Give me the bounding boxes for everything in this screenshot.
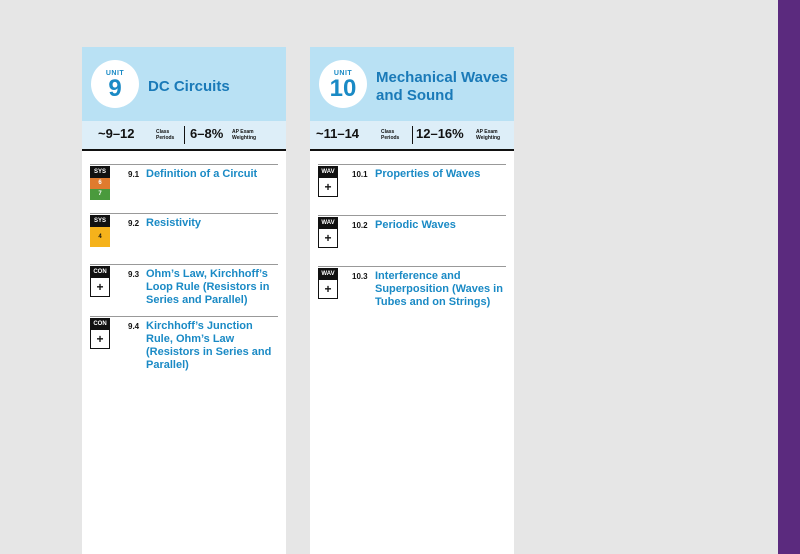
skill-tag bbox=[90, 215, 110, 247]
plus-icon: + bbox=[318, 178, 338, 197]
topic-title[interactable]: Resistivity bbox=[146, 217, 202, 229]
skill-tag bbox=[90, 166, 110, 200]
skill-tag bbox=[318, 268, 338, 299]
plus-icon: + bbox=[90, 278, 110, 297]
unit-10-card bbox=[310, 47, 514, 554]
plus-icon: + bbox=[318, 280, 338, 299]
plus-icon: + bbox=[90, 330, 110, 349]
skill-tag bbox=[318, 217, 338, 248]
stats-divider bbox=[412, 126, 413, 144]
topic-number: 9.2 bbox=[128, 219, 140, 228]
unit-number: 9 bbox=[108, 75, 122, 102]
class-periods-value: ~11–14 bbox=[316, 126, 360, 141]
topic-number: 10.1 bbox=[352, 170, 368, 179]
plus-icon: + bbox=[318, 229, 338, 248]
topic-divider bbox=[90, 213, 278, 214]
unit-badge bbox=[319, 60, 367, 108]
topic-divider bbox=[90, 264, 278, 265]
skill-tag-label: WAV bbox=[318, 166, 338, 178]
topic-number: 9.1 bbox=[128, 170, 140, 179]
unit-stats bbox=[82, 121, 286, 151]
skill-tag-label: SYS bbox=[90, 215, 110, 227]
unit-word: UNIT bbox=[105, 70, 125, 77]
exam-weighting-label: AP Exam Weighting bbox=[476, 129, 501, 141]
topic-number: 9.3 bbox=[128, 270, 140, 279]
skill-tag-cell: 4 bbox=[90, 227, 110, 247]
unit-9-card bbox=[82, 47, 286, 554]
exam-weighting-value: 6–8% bbox=[190, 126, 224, 141]
topic-title[interactable]: Interference and Superposition (Waves in Tubes and on Strings) bbox=[375, 270, 503, 308]
class-periods-value: ~9–12 bbox=[98, 126, 135, 141]
skill-tag bbox=[90, 318, 110, 349]
topic-title[interactable]: Definition of a Circuit bbox=[146, 168, 258, 180]
skill-tag-label: CON bbox=[90, 266, 110, 278]
side-accent-bar bbox=[778, 0, 800, 554]
stats-divider bbox=[184, 126, 185, 144]
skill-tag bbox=[318, 166, 338, 197]
topic-title[interactable]: Ohm’s Law, Kirchhoff’s Loop Rule (Resistors in Series and Parallel) bbox=[146, 268, 270, 306]
skill-tag-cell: 7 bbox=[90, 189, 110, 200]
unit-word: UNIT bbox=[333, 70, 353, 77]
unit-header bbox=[310, 47, 514, 121]
topic-title[interactable]: Properties of Waves bbox=[375, 168, 481, 180]
class-periods-label: Class Periods bbox=[156, 129, 175, 141]
unit-stats bbox=[310, 121, 514, 151]
topic-divider bbox=[318, 215, 506, 216]
exam-weighting-value: 12–16% bbox=[416, 126, 464, 141]
skill-tag-label: WAV bbox=[318, 268, 338, 280]
exam-weighting-label: AP Exam Weighting bbox=[232, 129, 257, 141]
skill-tag-cell: 6 bbox=[90, 178, 110, 189]
unit-title: Mechanical Waves and Sound bbox=[376, 69, 509, 104]
skill-tag-label: SYS bbox=[90, 166, 110, 178]
skill-tag bbox=[90, 266, 110, 297]
topic-title[interactable]: Kirchhoff’s Junction Rule, Ohm’s Law (Resistors in Series and Parallel) bbox=[146, 320, 272, 371]
topic-divider bbox=[90, 316, 278, 317]
topic-title[interactable]: Periodic Waves bbox=[375, 219, 456, 231]
skill-tag-label: CON bbox=[90, 318, 110, 330]
class-periods-label: Class Periods bbox=[381, 129, 400, 141]
topic-divider bbox=[90, 164, 278, 165]
unit-number: 10 bbox=[329, 75, 357, 102]
unit-badge bbox=[91, 60, 139, 108]
topic-divider bbox=[318, 266, 506, 267]
unit-header bbox=[82, 47, 286, 121]
unit-title: DC Circuits bbox=[148, 78, 230, 95]
topic-number: 10.3 bbox=[352, 272, 368, 281]
topic-divider bbox=[318, 164, 506, 165]
topic-number: 9.4 bbox=[128, 322, 140, 331]
topic-number: 10.2 bbox=[352, 221, 368, 230]
skill-tag-label: WAV bbox=[318, 217, 338, 229]
